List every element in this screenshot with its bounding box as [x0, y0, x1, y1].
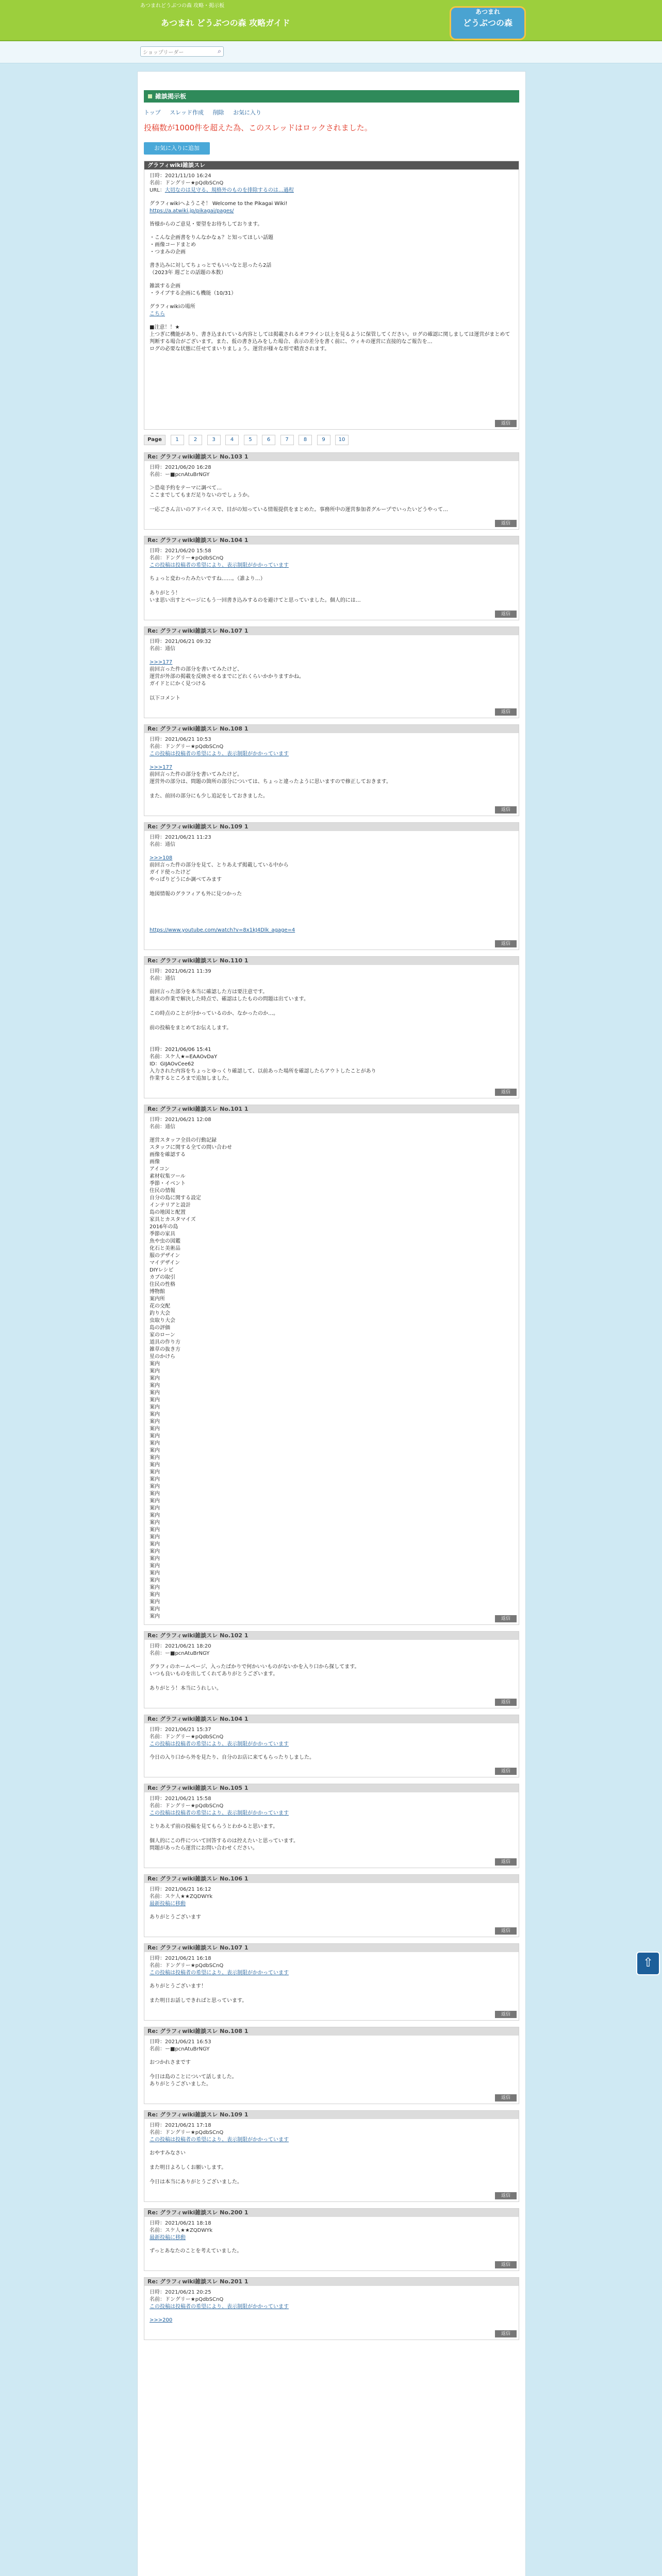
post-name: 名前：通信 — [150, 842, 175, 848]
reply-button[interactable]: 返信 — [495, 2011, 517, 2018]
post-line: ・こんな企画書をりんなかなぁ？と知ってほしい話題 — [150, 235, 273, 241]
list-item: 案内 — [150, 1412, 160, 1417]
post-date: 日時：2021/11/10 16:24 — [150, 173, 211, 179]
post-line: ずっとあなたのことを考えていました。 — [150, 2248, 242, 2254]
post-date: 日時：2021/06/21 11:39 — [150, 969, 211, 974]
site-logo[interactable] — [450, 6, 526, 40]
list-item: 案内 — [150, 1426, 160, 1432]
post-line: ID：GIJAOvCee62 — [150, 1061, 194, 1067]
post-date: 日時：2021/06/20 15:58 — [150, 548, 211, 554]
reply-post — [144, 626, 519, 718]
board-title: 雑談掲示板 — [144, 90, 519, 103]
long-list-post — [144, 1105, 519, 1625]
post-list-top — [138, 452, 525, 1098]
header-breadcrumb[interactable]: あつまれどうぶつの森 攻略・掲示板 — [140, 3, 225, 9]
post-name: 名前：通信 — [150, 976, 175, 981]
page-link-7[interactable]: 7 — [280, 435, 294, 445]
post-line: また明日よろしくお願いします。 — [150, 2165, 227, 2171]
page-link-1[interactable]: 1 — [171, 435, 184, 445]
post-line — [150, 920, 514, 927]
page-link-9[interactable]: 9 — [317, 435, 330, 445]
post-date: 日時：2021/06/21 20:25 — [150, 2290, 211, 2295]
reply-post — [144, 536, 519, 620]
post-name: 名前：ドングリー★pQdbSCnQ — [150, 1734, 224, 1740]
post-line: グラフィwikiへようこそ！ Welcome to the Pikagai Wiki! — [150, 201, 288, 207]
post-link[interactable]: >>>200 — [150, 2317, 173, 2323]
post-url-link[interactable]: この投稿は投稿者の希望により、表示制限がかかっています — [150, 751, 289, 757]
post-body — [144, 170, 519, 357]
list-item: 案内 — [150, 1599, 160, 1605]
post-name: 名前：ドングリー★pQdbSCnQ — [150, 1963, 224, 1969]
list-item: スタッフに関する全ての問い合わせ — [150, 1145, 232, 1150]
post-header: Re: グラフィwiki雑談スレ No.103 1 — [144, 453, 519, 461]
add-favorite-button[interactable]: お気に入りに追加 — [144, 142, 210, 155]
post-line — [150, 1990, 514, 1997]
post-line: 問題があったら運営にお問い合わせください。 — [150, 1845, 258, 1851]
logo-line1: あつまれ — [475, 8, 500, 15]
post-url-link[interactable]: この投稿は投稿者の希望により、表示制限がかかっています — [150, 563, 289, 568]
post-line: 前の投稿をまとめてお伝えします。 — [150, 1025, 232, 1031]
post-date: 日時：2021/06/21 09:32 — [150, 639, 211, 645]
post-line: 以下コメント — [150, 696, 180, 701]
post-line: いつも良いものを出してくれてありがとうございます。 — [150, 1671, 278, 1677]
post-url-link[interactable]: 最新投稿に移動 — [150, 2235, 186, 2241]
list-item: 博物館 — [150, 1289, 165, 1295]
post-line: 入力された内容をちょっとゆっくり確認して、以前あった場所を確認したらアウトしたことがあり — [150, 1069, 376, 1074]
post-line: また、前回の部分にも少し追記をしておきました。 — [150, 793, 268, 799]
post-body — [144, 965, 519, 1098]
list-item: 画像を確認する — [150, 1152, 186, 1158]
post-header: Re: グラフィwiki雑談スレ No.101 1 — [144, 1105, 519, 1113]
post-line: 今日は本当にありがとうございました。 — [150, 2179, 242, 2185]
search-icon[interactable]: ⌕ — [218, 47, 221, 55]
post-name: 名前：スケ人★★ZQDWYk — [150, 2228, 213, 2233]
list-item: DIYレシピ — [150, 1267, 174, 1273]
post-url-link[interactable]: この投稿は投稿者の希望により、表示制限がかかっています — [150, 1741, 289, 1747]
list-item: 案内 — [150, 1541, 160, 1547]
post-body — [144, 2036, 519, 2104]
list-item: 案内 — [150, 1520, 160, 1526]
post-body — [144, 1952, 519, 2020]
post-line: 名前：スケ人★=EAAOvDaY — [150, 1054, 218, 1060]
post-date: 日時：2021/06/21 16:53 — [150, 2039, 211, 2045]
list-item: 案内 — [150, 1390, 160, 1396]
post-line — [150, 2157, 514, 2164]
post-line — [150, 1831, 514, 1838]
page-link-10[interactable]: 10 — [335, 435, 349, 445]
reply-button[interactable]: 返信 — [495, 708, 517, 716]
post-date: 日時：2021/06/21 16:18 — [150, 1956, 211, 1961]
search-bar — [0, 41, 662, 63]
list-item: 案内 — [150, 1383, 160, 1388]
post-name: 名前：ドングリー★pQdbSCnQ — [150, 2130, 224, 2136]
list-item: 釣り大会 — [150, 1311, 170, 1316]
list-item: インテリアと設計 — [150, 1202, 191, 1208]
list-item: 案内 — [150, 1614, 160, 1619]
post-line: 今日は島のことについて話しました。 — [150, 2074, 237, 2080]
post-url-link[interactable]: この投稿は投稿者の希望により、表示制限がかかっています — [150, 1810, 289, 1816]
post-date: 日時：2021/06/21 18:20 — [150, 1643, 211, 1649]
post-list-bottom — [138, 1631, 525, 2340]
post-line — [150, 898, 514, 905]
reply-button[interactable]: 返信 — [495, 2330, 517, 2337]
main-content — [137, 71, 526, 2576]
post-line: 今日の入り口から外を見たり、自分のお店に来てもらったりしました。 — [150, 1755, 315, 1760]
list-item: 案内 — [150, 1484, 160, 1489]
list-item: 案内所 — [150, 1296, 165, 1302]
item-list — [150, 1137, 514, 1620]
post-header: Re: グラフィwiki雑談スレ No.106 1 — [144, 1875, 519, 1883]
post-line: やっぱりどうにか調べてみます — [150, 877, 222, 883]
post-line: グラフィのホームページ、入ったばかりで何かいいものがないかを入り口から探してます。 — [150, 1664, 360, 1670]
post-line: ・画像コードまとめ — [150, 242, 196, 248]
post-url-label: URL： — [150, 188, 165, 193]
list-item: 服のデザイン — [150, 1253, 180, 1259]
post-line: 個人的にこの件について回答するのは控えたいと思っています。 — [150, 1838, 299, 1844]
post-link[interactable]: >>>177 — [150, 765, 173, 770]
post-header: Re: グラフィwiki雑談スレ No.200 1 — [144, 2209, 519, 2217]
post-line: ガイドとにかく見つける — [150, 681, 206, 687]
list-item: 案内 — [150, 1448, 160, 1453]
list-item: 案内 — [150, 1570, 160, 1576]
post-url-link[interactable]: この投稿は投稿者の希望により、表示制限がかかっています — [150, 1970, 289, 1976]
post-body — [144, 2119, 519, 2201]
post-line — [150, 688, 514, 695]
reply-button[interactable]: 返信 — [495, 806, 517, 814]
post-line: 皆様からのご意見・要望をお待ちしております。 — [150, 222, 263, 227]
post-body — [144, 1883, 519, 1937]
post-name: 名前：通信 — [150, 646, 175, 652]
list-item: 案内 — [150, 1556, 160, 1562]
nav-create-thread[interactable]: スレッド作成 — [170, 109, 204, 116]
reply-button[interactable]: 返信 — [495, 1089, 517, 1096]
reply-post — [144, 1874, 519, 1937]
reply-post — [144, 2027, 519, 2104]
post-name: 名前：ー■pcnAtuBrNGY — [150, 2046, 210, 2052]
reply-button[interactable]: 返信 — [495, 520, 517, 527]
site-title[interactable]: あつまれ どうぶつの森 攻略ガイド — [161, 18, 290, 28]
page-link-6[interactable]: 6 — [262, 435, 275, 445]
reply-post — [144, 1715, 519, 1777]
post-link[interactable]: >>>108 — [150, 855, 173, 861]
post-name: 名前：ー■pcnAtuBrNGY — [150, 472, 210, 478]
post-url-link[interactable]: 最新投稿に移動 — [150, 1901, 186, 1907]
post-line: また明日お話しできればと思っています。 — [150, 1998, 247, 2004]
post-name: 名前：ドングリー★pQdbSCnQ — [150, 555, 224, 561]
list-item: 魚や虫の図鑑 — [150, 1239, 180, 1244]
post-date: 日時：2021/06/21 16:12 — [150, 1887, 211, 1892]
nav-favorites[interactable]: お気に入り — [233, 109, 262, 116]
post-line: おつかれさまです — [150, 2060, 191, 2065]
reply-button[interactable]: 返信 — [495, 2261, 517, 2268]
post-line: （2023年 週ごとの話題の本数） — [150, 270, 226, 276]
post-line: 地図情報のグラフィアも外に見つかった — [150, 891, 242, 897]
post-url — [150, 187, 514, 194]
post-header: グラフィwiki雑談スレ — [144, 161, 519, 170]
nav-delete[interactable]: 削除 — [212, 109, 224, 116]
list-item: 案内 — [150, 1455, 160, 1461]
page-link-8[interactable]: 8 — [299, 435, 312, 445]
reply-button[interactable]: 返信 — [495, 420, 517, 427]
list-item: 案内 — [150, 1462, 160, 1468]
post-line: ログの必要な状態に任せてまいりましょう。運営が様々な形で精査されます。 — [150, 346, 330, 352]
post-name: 名前：通信 — [150, 1124, 175, 1130]
list-item: 季節の家具 — [150, 1231, 175, 1237]
post-date: 日時：2021/06/21 11:23 — [150, 835, 211, 840]
post-line — [150, 1039, 514, 1046]
reply-post — [144, 1631, 519, 1708]
reply-button[interactable]: 返信 — [495, 1615, 517, 1622]
reply-post — [144, 2110, 519, 2202]
list-item: 星のかけら — [150, 1354, 175, 1360]
list-item: カブの取引 — [150, 1275, 175, 1280]
pagination-label: Page — [144, 435, 166, 445]
logo-line2: どうぶつの森 — [462, 18, 512, 28]
post-line — [150, 499, 514, 506]
page-link-5[interactable]: 5 — [244, 435, 257, 445]
list-item: 島の評価 — [150, 1325, 170, 1331]
post-line: ありがとうございました。 — [150, 2081, 211, 2087]
reply-post — [144, 822, 519, 950]
board-nav — [144, 108, 519, 118]
post-url-link[interactable]: この投稿は投稿者の希望により、表示制限がかかっています — [150, 2137, 289, 2143]
list-item: 案内 — [150, 1563, 160, 1569]
post-header: Re: グラフィwiki雑談スレ No.109 1 — [144, 823, 519, 831]
reply-post — [144, 1784, 519, 1868]
page-link-4[interactable]: 4 — [225, 435, 239, 445]
post-link[interactable]: https://a.atwiki.jp/pikagai/pages/ — [150, 208, 234, 214]
list-item: 雑草の抜き方 — [150, 1347, 180, 1352]
list-item: 2016年の島 — [150, 1224, 178, 1230]
post-line: 前回言った部分を本当に確認した方は要注意です。 — [150, 989, 268, 995]
post-name: 名前：ドングリー★pQdbSCnQ — [150, 180, 224, 186]
post-line: 一応ごさん言いのアドバイスで、目がの知っている情報提供をまとめた。事務所中の運営参加者グループでいったいどうやって… — [150, 507, 448, 513]
post-line: グラフィwikiの場所 — [150, 304, 195, 310]
reply-button[interactable]: 返信 — [495, 2192, 517, 2199]
search-input[interactable] — [140, 46, 224, 57]
list-item: 運営スタッフ全員の行動記録 — [150, 1138, 217, 1143]
list-item: 化石と美術品 — [150, 1246, 180, 1251]
post-name: 名前：ー■pcnAtuBrNGY — [150, 1651, 210, 1656]
post-line: ガイド使ったけど — [150, 870, 191, 875]
post-date: 日時：2021/06/21 15:58 — [150, 1796, 211, 1802]
post-name: 名前：ドングリー★pQdbSCnQ — [150, 2297, 224, 2302]
back-to-top-button[interactable]: ⇧ — [636, 1952, 660, 1975]
post-body — [144, 1792, 519, 1868]
post-url-link[interactable]: 大切なのは見守る、規格外のものを排除するのは…過程 — [164, 188, 294, 193]
reply-post — [144, 452, 519, 530]
list-item: 家具とカスタマイズ — [150, 1217, 196, 1223]
site-header — [0, 0, 662, 41]
list-item: 住民の性格 — [150, 1282, 175, 1287]
post-body — [144, 461, 519, 529]
list-item: 案内 — [150, 1505, 160, 1511]
reply-post — [144, 956, 519, 1098]
post-line: ありがとうございます！ — [150, 1984, 206, 1989]
post-body — [144, 1113, 519, 1624]
post-line — [150, 1032, 514, 1039]
post-header: Re: グラフィwiki雑談スレ No.102 1 — [144, 1632, 519, 1640]
list-item: 案内 — [150, 1578, 160, 1583]
list-item: 案内 — [150, 1491, 160, 1497]
reply-button[interactable]: 返信 — [495, 1699, 517, 1706]
reply-post — [144, 2208, 519, 2271]
post-line — [150, 2066, 514, 2074]
post-url-link[interactable]: この投稿は投稿者の希望により、表示制限がかかっています — [150, 2304, 289, 2310]
post-link[interactable]: https://www.youtube.com/watch?v=8x1kJ4Dlk_agage=4 — [150, 927, 295, 933]
post-line: 書き込みに対してちょっとでもいいなと思ったら2話 — [150, 263, 272, 268]
list-item: 虫取り大会 — [150, 1318, 175, 1324]
post-body — [144, 635, 519, 718]
post-line: ちょっと変わったみたいですね……。（誰より…） — [150, 576, 266, 582]
list-item: 画像 — [150, 1159, 160, 1165]
post-line: 前回言った件の部分を書いてみたけど。 — [150, 772, 242, 777]
list-item: 案内 — [150, 1527, 160, 1533]
post-link[interactable]: >>>177 — [150, 659, 173, 665]
post-line: ・ライブする企画にも機能（10/31） — [150, 291, 237, 296]
post-line: 作業するところまで追加しました。 — [150, 1076, 232, 1081]
list-item: 案内 — [150, 1606, 160, 1612]
post-line: ありがとう！ — [150, 590, 180, 596]
list-item: 住民の情報 — [150, 1188, 175, 1194]
list-item: 季節・イベント — [150, 1181, 186, 1187]
post-line: 運営が外部の掲載を反映させるまでにどれくらいかかりますかね。 — [150, 674, 304, 680]
list-item: 案内 — [150, 1513, 160, 1518]
post-header: Re: グラフィwiki雑談スレ No.108 1 — [144, 2027, 519, 2036]
list-item: 自分の島に関する設定 — [150, 1195, 201, 1201]
post-body — [144, 2286, 519, 2340]
post-header: Re: グラフィwiki雑談スレ No.109 1 — [144, 2111, 519, 2119]
post-name: 名前：ドングリー★pQdbSCnQ — [150, 1803, 224, 1809]
post-line — [150, 786, 514, 793]
list-item: 案内 — [150, 1585, 160, 1590]
reply-button[interactable]: 返信 — [495, 1927, 517, 1935]
list-item: 案内 — [150, 1469, 160, 1475]
post-header: Re: グラフィwiki雑談スレ No.201 1 — [144, 2278, 519, 2286]
post-header: Re: グラフィwiki雑談スレ No.104 1 — [144, 1715, 519, 1723]
lock-warning: 投稿数が1000件を超えた為、このスレッドはロックされました。 — [144, 123, 372, 132]
list-item: 案内 — [150, 1376, 160, 1381]
post-body — [144, 545, 519, 620]
list-item: 案内 — [150, 1534, 160, 1540]
reply-button[interactable]: 返信 — [495, 940, 517, 947]
post-body — [144, 2217, 519, 2270]
post-body — [144, 1640, 519, 1708]
post-body — [144, 733, 519, 816]
post-name: 名前：スケ人★★ZQDWYk — [150, 1894, 213, 1900]
post-header: Re: グラフィwiki雑談スレ No.108 1 — [144, 725, 519, 733]
post-line: ・つまみの企画 — [150, 249, 186, 255]
post-name: 名前：ドングリー★pQdbSCnQ — [150, 744, 224, 750]
reply-post — [144, 2277, 519, 2340]
list-item: 案内 — [150, 1592, 160, 1598]
post-body — [144, 1723, 519, 1777]
post-body — [144, 831, 519, 950]
list-item: 家のローン — [150, 1332, 175, 1338]
post-line — [150, 2172, 514, 2179]
post-line: 日時：2021/06/06 15:41 — [150, 1047, 211, 1053]
post-line: 前回言った件の部分を書いてみたけど、 — [150, 667, 242, 672]
post-line: 週末の作業で解決した時点で、確認はしたものの問題は出ています。 — [150, 996, 309, 1002]
post-line — [150, 884, 514, 891]
list-item: 案内 — [150, 1419, 160, 1425]
page-link-3[interactable]: 3 — [207, 435, 221, 445]
list-item: 案内 — [150, 1368, 160, 1374]
post-link[interactable]: こちら — [150, 311, 165, 317]
list-item: 案内 — [150, 1440, 160, 1446]
post-line — [150, 1003, 514, 1010]
post-line: ありがとうございます — [150, 1914, 201, 1920]
post-line: 上つぎに機能があり、書き込まれている内容としては掲載されるオフライン以上を見るように保管してください。ログの確認に関しましては運営がまとめて判断する場合がございます。また、仮の書き込みをした場合、表示の差分を書く前に、ウィキの運営に直接的なご報告を… — [150, 332, 510, 345]
post-line: ここまでしてもまだ足りないのでしょうか。 — [150, 493, 253, 498]
post-line: 前回言った件の部分を見て、とりあえず掲載している中から — [150, 862, 289, 868]
post-header: Re: グラフィwiki雑談スレ No.107 1 — [144, 627, 519, 635]
reply-button[interactable]: 返信 — [495, 1768, 517, 1775]
post-line — [150, 912, 514, 920]
post-date: 日時：2021/06/20 16:28 — [150, 465, 211, 470]
nav-top[interactable]: トップ — [144, 109, 161, 116]
reply-button[interactable]: 返信 — [495, 2094, 517, 2102]
post-header: Re: グラフィwiki雑談スレ No.105 1 — [144, 1784, 519, 1792]
list-item: 花の交配 — [150, 1303, 170, 1309]
post-date: 日時：2021/06/21 10:53 — [150, 737, 211, 742]
post-header: Re: グラフィwiki雑談スレ No.104 1 — [144, 536, 519, 545]
post-line — [150, 583, 514, 590]
post-line: この時点のことが分かっているのか、なかったのか…。 — [150, 1011, 278, 1016]
post-line — [150, 1018, 514, 1025]
page-link-2[interactable]: 2 — [189, 435, 202, 445]
post-date: 日時：2021/06/21 12:08 — [150, 1117, 211, 1123]
post-line: ■注意！！★ — [150, 325, 180, 330]
list-item: 案内 — [150, 1404, 160, 1410]
list-item: 案内 — [150, 1361, 160, 1367]
reply-button[interactable]: 返信 — [495, 1858, 517, 1866]
reply-button[interactable]: 返信 — [495, 611, 517, 618]
pagination — [144, 435, 519, 446]
list-item: 案内 — [150, 1549, 160, 1554]
post-line: おやすみなさい — [150, 2150, 186, 2156]
first-post — [144, 161, 519, 430]
list-item: 案内 — [150, 1477, 160, 1482]
post-line — [150, 1678, 514, 1685]
list-item: 道具の作り方 — [150, 1340, 180, 1345]
post-line: いま思い出すとページにもう一回書き込みするのを避けてと思っていました。個人的には… — [150, 598, 361, 603]
post-line: 雑談する企画 — [150, 283, 180, 289]
reply-post — [144, 1943, 519, 2021]
list-item: アイコン — [150, 1166, 170, 1172]
post-line: ＞恐竜予約をテーマに調べて… — [150, 485, 222, 491]
post-line: 運営外の部分は、問題の箇所の部分については、ちょっと違ったように思いますので修正しておきます。 — [150, 779, 391, 785]
list-item: マイデザイン — [150, 1260, 180, 1266]
list-item: 島の地図と配置 — [150, 1210, 186, 1215]
list-item: 案内 — [150, 1397, 160, 1403]
post-line — [150, 905, 514, 912]
post-header: Re: グラフィwiki雑談スレ No.107 1 — [144, 1944, 519, 1952]
post-date: 日時：2021/06/21 18:18 — [150, 2221, 211, 2226]
list-item: 素材収集ツール — [150, 1174, 186, 1179]
search-placeholder: ショップリーダー — [143, 50, 184, 56]
list-item: 案内 — [150, 1433, 160, 1439]
post-date: 日時：2021/06/21 17:18 — [150, 2123, 211, 2128]
post-date: 日時：2021/06/21 15:37 — [150, 1727, 211, 1733]
post-line: ありがとう！本当にうれしい。 — [150, 1686, 222, 1691]
list-item: 案内 — [150, 1498, 160, 1504]
post-line: とりあえず前の投稿を見てもらうとわかると思います。 — [150, 1824, 278, 1829]
post-header: Re: グラフィwiki雑談スレ No.110 1 — [144, 957, 519, 965]
reply-post — [144, 724, 519, 816]
